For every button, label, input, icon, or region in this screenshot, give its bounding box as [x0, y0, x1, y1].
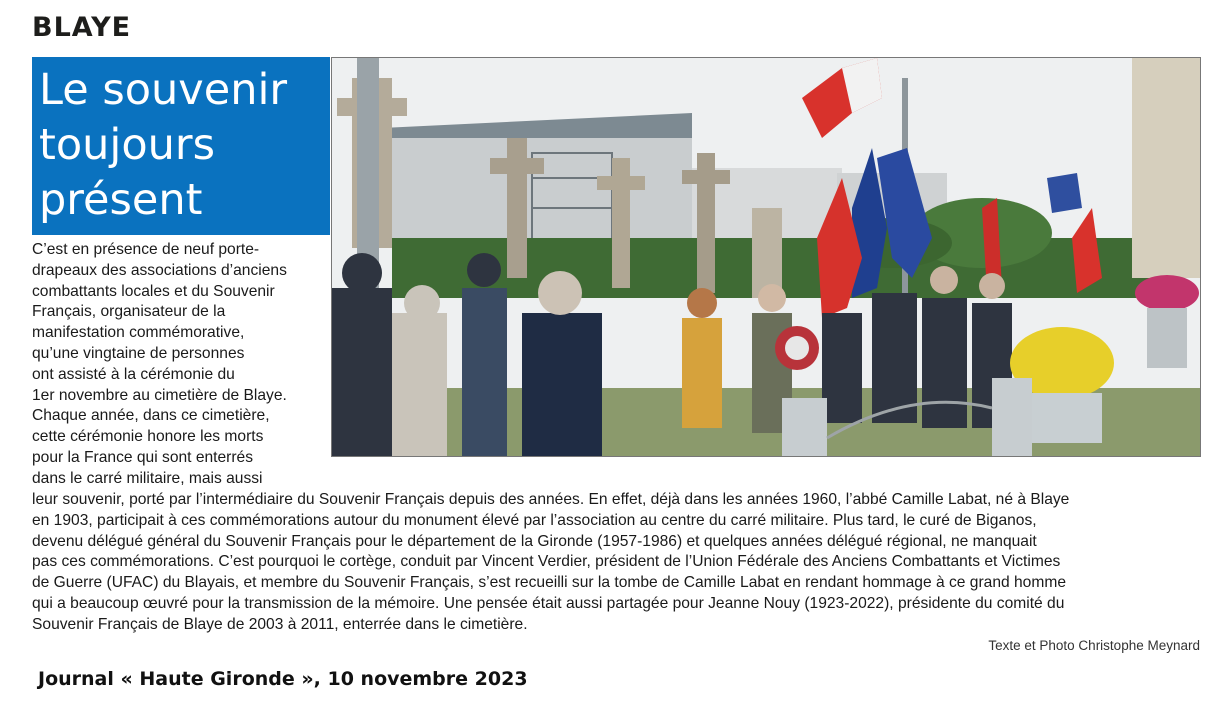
body-line: ont assisté à la cérémonie du	[32, 365, 235, 383]
headline-line-1: Le souvenir	[39, 65, 288, 115]
body-line: qui a beaucoup œuvré pour la transmission de la mémoire. Une pensée était aussi partagée pour Jeanne Nouy (1923-2022), présidente du comité du	[32, 594, 1065, 612]
section-label: BLAYE	[32, 12, 132, 43]
body-line: C’est en présence de neuf porte-	[32, 241, 260, 258]
body-line: Chaque année, dans ce cimetière,	[32, 407, 270, 425]
body-line: pour la France qui sont enterrés	[32, 448, 254, 466]
ceremony-photo	[331, 57, 1201, 457]
body-line: 1er novembre au cimetière de Blaye.	[32, 386, 287, 404]
body-line: de Guerre (UFAC) du Blayais, et membre du Souvenir Français, s’est recueilli sur la tombe de Camille Labat en rendant hommage à ce grand homme	[32, 574, 1067, 592]
body-line: cette cérémonie honore les morts	[32, 428, 264, 446]
body-line: manifestation commémorative,	[32, 324, 245, 342]
ceremony-photo-illustration	[332, 58, 1201, 457]
body-line: pas ces commémorations. C’est pourquoi le cortège, conduit par Vincent Verdier, président de l’Union Fédérale des Anciens Combattants et Victimes	[32, 553, 1061, 571]
headline-line-2: toujours	[39, 120, 216, 170]
source-footer: Journal « Haute Gironde », 10 novembre 2023	[38, 668, 528, 690]
body-line: combattants locales et du Souvenir	[32, 282, 275, 300]
body-line: devenu délégué général du Souvenir Français pour le département de la Gironde (1957-1986) et quelques années délégué régional, ne manquait	[32, 532, 1037, 550]
body-line: dans le carré militaire, mais aussi	[32, 469, 263, 487]
photo-credit: Texte et Photo Christophe Meynard	[988, 638, 1200, 653]
headline-box	[32, 57, 330, 235]
body-line: qu’une vingtaine de personnes	[32, 344, 245, 362]
headline-line-3: présent	[39, 175, 203, 225]
article-body-narrow	[32, 240, 328, 490]
body-line: leur souvenir, porté par l’intermédiaire du Souvenir Français depuis des années. En effet, déjà dans les années 1960, l’abbé Camille Labat, né à Blaye	[32, 491, 1070, 508]
body-line: en 1903, participait à ces commémorations autour du monument élevé par l’association au centre du carré militaire. Plus tard, le curé de Biganos,	[32, 511, 1037, 529]
body-line: drapeaux des associations d’anciens	[32, 261, 287, 279]
body-line: Français, organisateur de la	[32, 303, 226, 321]
body-line: Souvenir Français de Blaye de 2003 à 2011, enterrée dans le cimetière.	[32, 615, 528, 633]
article-body-wide	[32, 490, 1202, 636]
